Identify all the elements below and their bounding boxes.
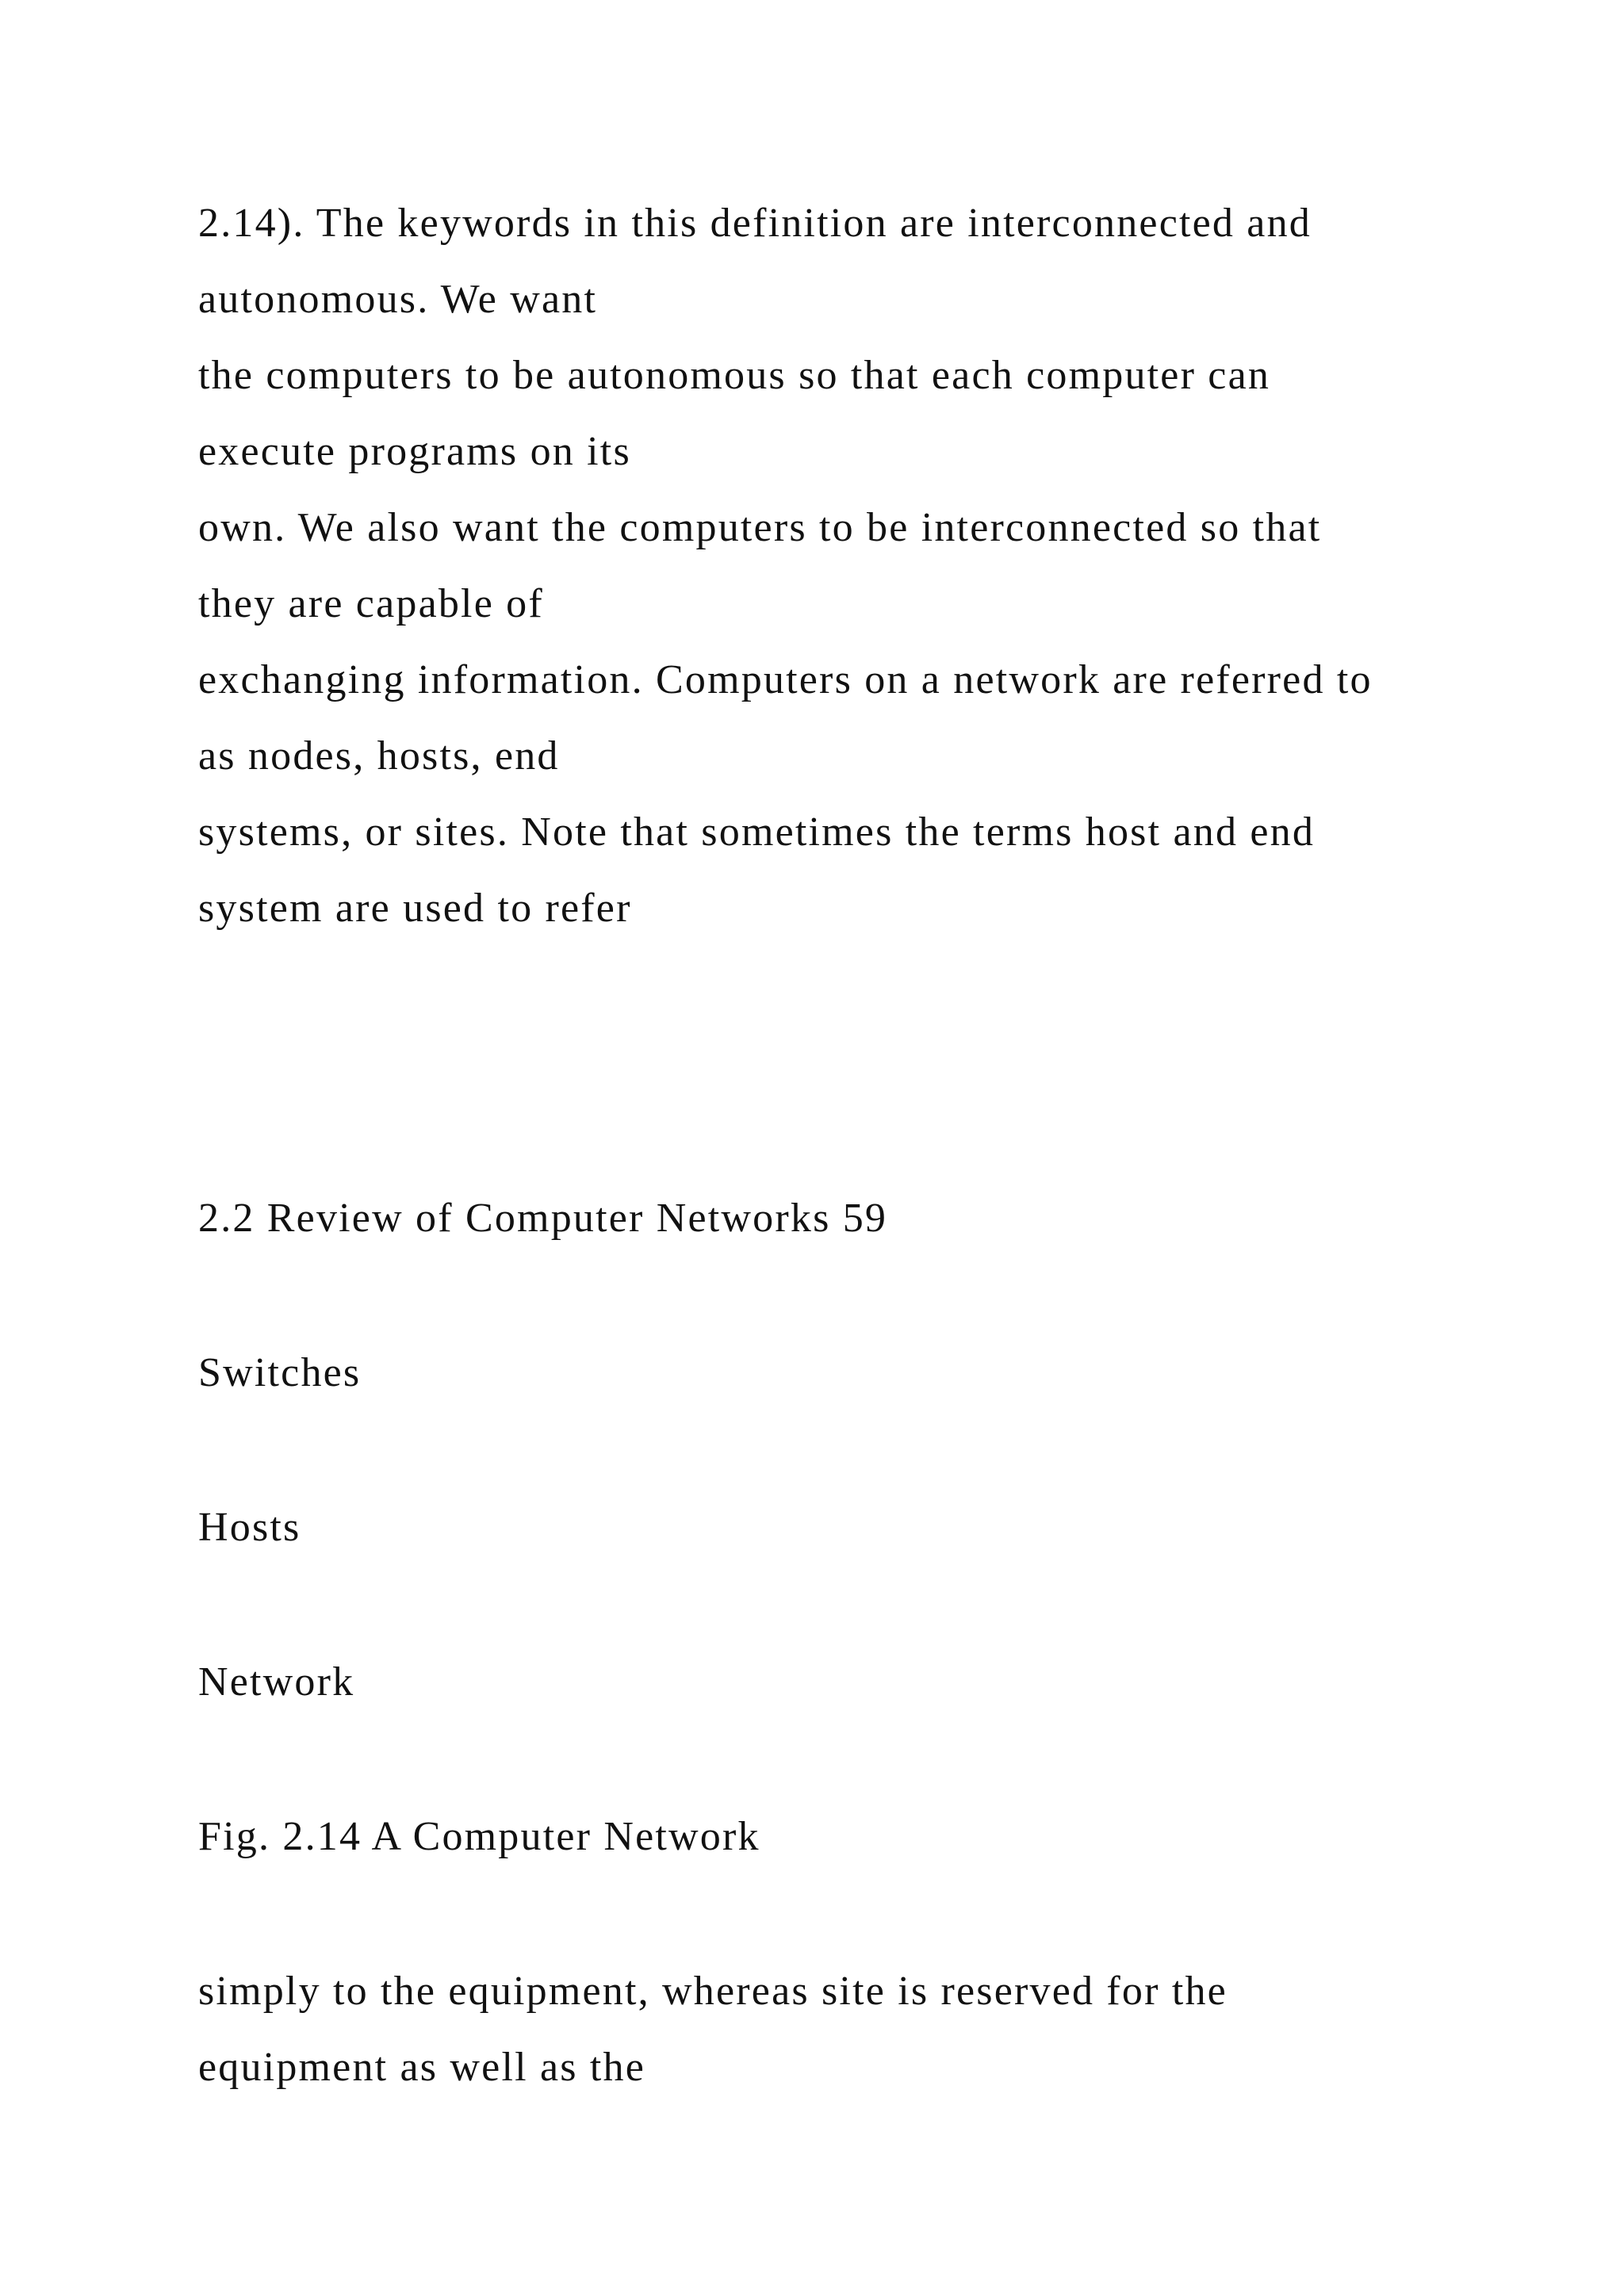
figure-label-network: Network bbox=[198, 1659, 355, 1705]
text-line: the computers to be autonomous so that each computer can bbox=[198, 353, 1271, 398]
figure-caption: Fig. 2.14 A Computer Network bbox=[198, 1814, 760, 1859]
text-line: they are capable of bbox=[198, 581, 544, 626]
running-header: 2.2 Review of Computer Networks 59 bbox=[198, 1196, 888, 1241]
figure-label-hosts: Hosts bbox=[198, 1505, 301, 1550]
text-line: 2.14). The keywords in this definition are interconnected and bbox=[198, 201, 1312, 246]
text-line: exchanging information. Computers on a network are referred to bbox=[198, 657, 1373, 702]
text-line: system are used to refer bbox=[198, 886, 632, 931]
figure-label-switches: Switches bbox=[198, 1350, 362, 1395]
text-line: own. We also want the computers to be interconnected so that bbox=[198, 505, 1322, 550]
text-line: autonomous. We want bbox=[198, 277, 598, 322]
text-line: execute programs on its bbox=[198, 429, 631, 474]
text-line: systems, or sites. Note that sometimes the terms host and end bbox=[198, 809, 1316, 855]
text-line: as nodes, hosts, end bbox=[198, 733, 560, 779]
text-line: simply to the equipment, whereas site is reserved for the bbox=[198, 1969, 1228, 2014]
text-line: equipment as well as the bbox=[198, 2045, 645, 2090]
